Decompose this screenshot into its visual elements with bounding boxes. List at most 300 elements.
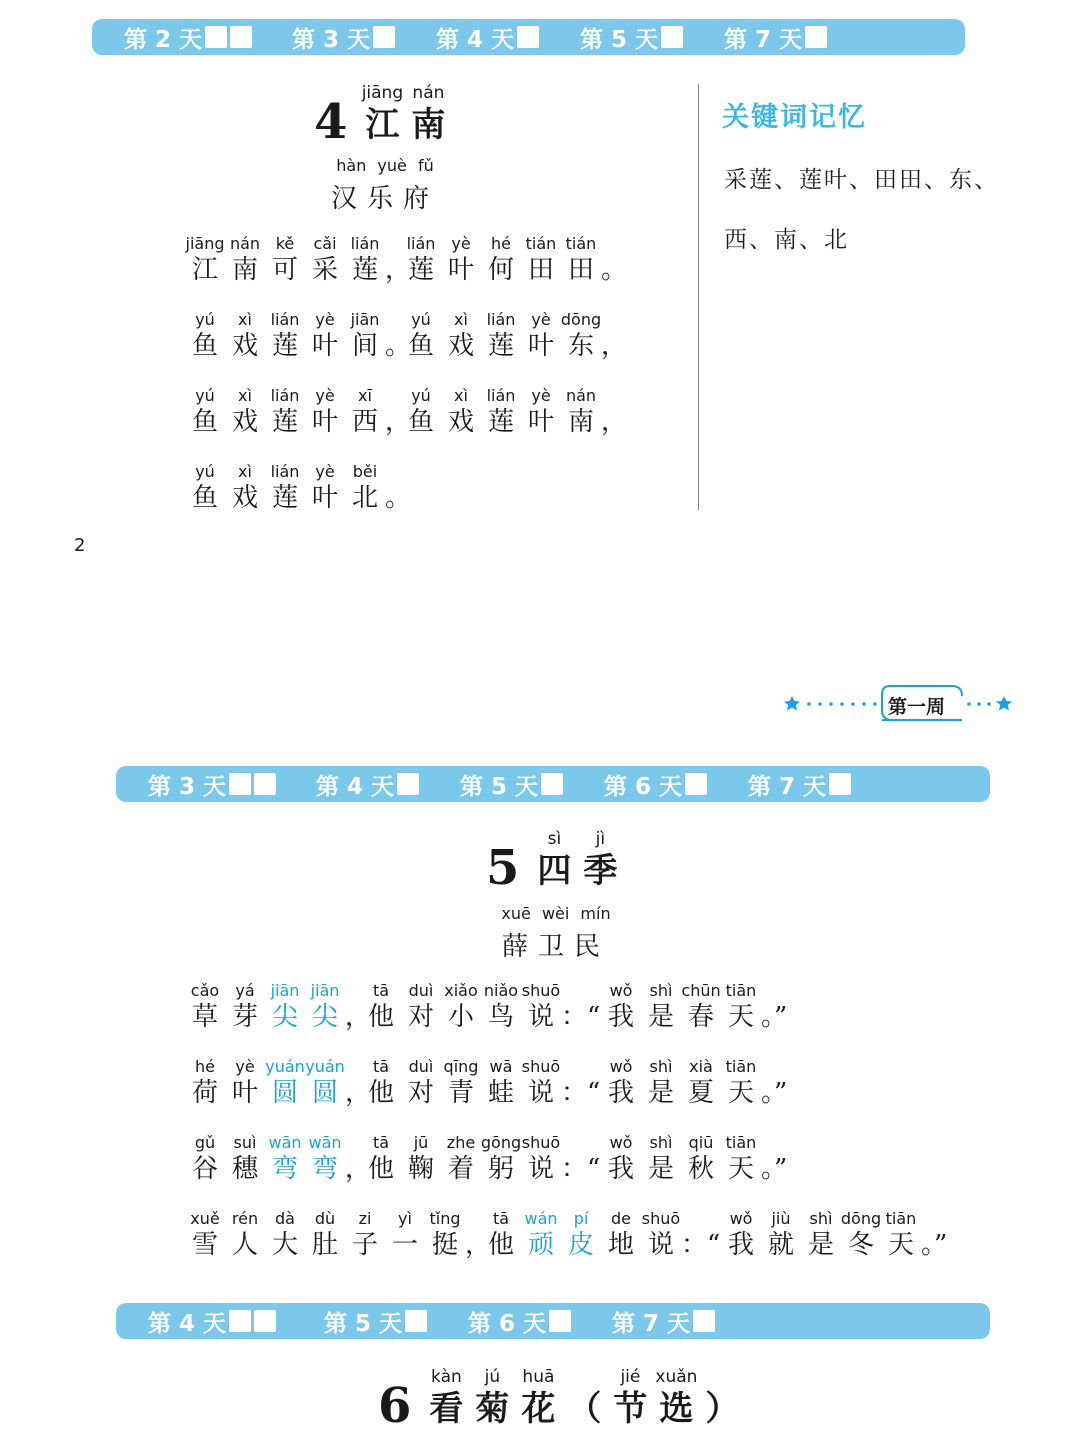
day-label: 第 7 天 <box>724 26 803 53</box>
lesson5-line <box>185 1209 947 1261</box>
pinyin: lián <box>406 234 436 253</box>
pinyin: tiān <box>725 1057 757 1076</box>
char <box>721 981 761 1033</box>
punctuation: 。” <box>761 1078 788 1108</box>
hanzi: 着 <box>447 1154 474 1184</box>
day-item[interactable] <box>436 19 539 55</box>
pinyin: tiān <box>725 1133 757 1152</box>
pinyin: jiāng <box>185 234 225 253</box>
pinyin: shì <box>649 1133 673 1152</box>
pinyin: qīng <box>443 1057 479 1076</box>
pinyin: cǎi <box>313 234 337 253</box>
day-item[interactable] <box>316 766 419 802</box>
char <box>441 1057 481 1109</box>
keywords-text: 采莲、莲叶、田田、东、西、南、北 <box>724 167 999 253</box>
pinyin: wǒ <box>609 1133 633 1152</box>
pinyin: rén <box>231 1209 259 1228</box>
title-char: jiāng 江 <box>361 83 404 145</box>
day-item[interactable] <box>580 19 683 55</box>
char <box>345 462 385 514</box>
pinyin: xì <box>238 310 252 329</box>
punctuation: 。” <box>921 1230 948 1260</box>
checkbox[interactable] <box>549 1310 571 1332</box>
char <box>801 1209 841 1261</box>
checkbox[interactable] <box>230 26 252 48</box>
char <box>561 386 601 438</box>
hanzi: 尖 <box>311 1002 338 1032</box>
hanzi: 大 <box>271 1230 298 1260</box>
char <box>225 1133 265 1185</box>
pinyin: wǒ <box>609 1057 633 1076</box>
day-item[interactable] <box>604 766 707 802</box>
pinyin: xià <box>689 1057 713 1076</box>
day-item[interactable] <box>324 1303 427 1339</box>
pinyin: tiān <box>885 1209 917 1228</box>
char <box>401 234 441 286</box>
author-name: 汉乐府 <box>330 184 439 214</box>
hanzi: 鱼 <box>191 407 218 437</box>
char <box>345 234 385 286</box>
highlighted-char <box>265 1133 305 1185</box>
checkbox[interactable] <box>805 26 827 48</box>
char <box>185 1209 225 1261</box>
lesson5-author <box>496 904 616 963</box>
punctuation: ， <box>465 1230 492 1260</box>
hanzi: 子 <box>351 1230 378 1260</box>
pinyin: de <box>611 1209 631 1228</box>
hanzi: 青 <box>447 1078 474 1108</box>
title-char: sì 四 <box>537 829 572 891</box>
day-label: 第 5 天 <box>324 1310 403 1337</box>
page-number: 2 <box>74 535 86 556</box>
pinyin: tā <box>372 1133 390 1152</box>
pinyin: yuán <box>305 1057 345 1076</box>
hanzi: 鸟 <box>487 1002 514 1032</box>
pinyin: tiān <box>725 981 757 1000</box>
punctuation: ， <box>385 407 412 437</box>
char <box>425 1209 465 1261</box>
char <box>441 981 481 1033</box>
pinyin: lián <box>486 386 516 405</box>
punctuation: 。 <box>601 255 628 285</box>
pinyin: shuō <box>521 981 561 1000</box>
title-paren: ） <box>705 1389 740 1429</box>
char <box>521 386 561 438</box>
hanzi: 江 <box>191 255 218 285</box>
day-label: 第 4 天 <box>436 26 515 53</box>
checkbox[interactable] <box>405 1310 427 1332</box>
char <box>265 1209 305 1261</box>
week-label: 第一周 <box>888 696 946 718</box>
char <box>345 1209 385 1261</box>
pinyin: niǎo <box>483 981 519 1000</box>
char <box>521 310 561 362</box>
checkbox[interactable] <box>517 26 539 48</box>
pinyin: duì <box>408 981 434 1000</box>
pinyin: yá <box>235 981 255 1000</box>
hanzi: 冬 <box>847 1230 874 1260</box>
pinyin: jiù <box>771 1209 791 1228</box>
progress-bar-lesson4 <box>92 19 965 55</box>
char <box>641 1209 681 1261</box>
pinyin: xì <box>238 386 252 405</box>
hanzi: 戏 <box>231 407 258 437</box>
pinyin: xì <box>238 462 252 481</box>
pinyin: gōng <box>480 1133 522 1152</box>
char <box>225 234 265 286</box>
pinyin: yú <box>411 310 431 329</box>
char <box>265 462 305 514</box>
char <box>441 234 481 286</box>
pinyin: zhe <box>446 1133 476 1152</box>
hanzi: 天 <box>887 1230 914 1260</box>
hanzi: 我 <box>607 1154 634 1184</box>
pinyin: yuán <box>265 1057 305 1076</box>
hanzi: 他 <box>367 1154 394 1184</box>
pinyin: jiān <box>350 310 380 329</box>
hanzi: 天 <box>727 1154 754 1184</box>
char <box>641 1057 681 1109</box>
hanzi: 鱼 <box>191 483 218 513</box>
char <box>641 1133 681 1185</box>
hanzi: 人 <box>231 1230 258 1260</box>
pinyin: qiū <box>688 1133 714 1152</box>
hanzi: 南 <box>567 407 594 437</box>
hanzi: 戏 <box>447 407 474 437</box>
pinyin: gǔ <box>194 1133 216 1152</box>
pinyin: hé <box>491 234 511 253</box>
punctuation: ， <box>601 331 628 361</box>
char <box>225 386 265 438</box>
char <box>561 310 601 362</box>
day-item[interactable] <box>612 1303 715 1339</box>
title-char: jú 菊 <box>475 1367 510 1429</box>
pinyin: dōng <box>840 1209 882 1228</box>
punctuation: ：“ <box>681 1230 721 1260</box>
char <box>345 310 385 362</box>
hanzi: 穗 <box>231 1154 258 1184</box>
pinyin: xuě <box>190 1209 220 1228</box>
char <box>601 981 641 1033</box>
day-item[interactable] <box>292 19 395 55</box>
pinyin: yè <box>315 310 335 329</box>
char <box>681 981 721 1033</box>
day-item[interactable] <box>148 1303 276 1339</box>
pinyin: wǒ <box>609 981 633 1000</box>
hanzi: 采 <box>311 255 338 285</box>
day-item[interactable] <box>124 19 252 55</box>
day-label: 第 7 天 <box>748 773 827 800</box>
punctuation: ：“ <box>561 1154 601 1184</box>
day-label: 第 6 天 <box>468 1310 547 1337</box>
hanzi: 谷 <box>191 1154 218 1184</box>
char <box>185 386 225 438</box>
hanzi: 说 <box>527 1078 554 1108</box>
pinyin: xī <box>358 386 372 405</box>
hanzi: 叶 <box>311 407 338 437</box>
hanzi: 地 <box>607 1230 634 1260</box>
checkbox[interactable] <box>254 773 276 795</box>
punctuation: ：“ <box>561 1002 601 1032</box>
hanzi: 圆 <box>271 1078 298 1108</box>
checkbox[interactable] <box>541 773 563 795</box>
highlighted-char <box>305 1057 345 1109</box>
hanzi: 莲 <box>407 255 434 285</box>
char <box>841 1209 881 1261</box>
hanzi: 鱼 <box>191 331 218 361</box>
pinyin: wǒ <box>729 1209 753 1228</box>
hanzi: 天 <box>727 1078 754 1108</box>
char <box>481 1133 521 1185</box>
pinyin: shuō <box>521 1133 561 1152</box>
hanzi: 戏 <box>231 483 258 513</box>
char <box>305 234 345 286</box>
char <box>401 1057 441 1109</box>
char <box>761 1209 801 1261</box>
hanzi: 顽 <box>527 1230 554 1260</box>
author-name: 薛卫民 <box>501 932 610 962</box>
char <box>601 1057 641 1109</box>
star-icon <box>784 696 800 711</box>
checkbox[interactable] <box>254 1310 276 1332</box>
lesson4-line <box>185 310 628 362</box>
hanzi: 他 <box>367 1078 394 1108</box>
char <box>441 1133 481 1185</box>
char <box>185 462 225 514</box>
pinyin: cǎo <box>190 981 220 1000</box>
pinyin: yú <box>195 386 215 405</box>
char <box>401 310 441 362</box>
checkbox[interactable] <box>205 26 227 48</box>
star-icon <box>996 696 1012 711</box>
punctuation: ， <box>345 1154 372 1184</box>
pinyin: yú <box>195 310 215 329</box>
pinyin: tā <box>492 1209 510 1228</box>
char <box>361 1057 401 1109</box>
hanzi: 对 <box>407 1002 434 1032</box>
hanzi: 西 <box>351 407 378 437</box>
lesson4-line <box>185 462 412 514</box>
hanzi: 可 <box>271 255 298 285</box>
hanzi: 躬 <box>487 1154 514 1184</box>
divider <box>698 84 699 510</box>
pinyin: nán <box>229 234 261 253</box>
pinyin: tā <box>372 1057 390 1076</box>
pinyin: lián <box>270 310 300 329</box>
hanzi: 就 <box>767 1230 794 1260</box>
punctuation: 。” <box>761 1002 788 1032</box>
char <box>305 462 345 514</box>
hanzi: 他 <box>367 1002 394 1032</box>
pinyin: duì <box>408 1057 434 1076</box>
pinyin: kě <box>275 234 295 253</box>
char <box>185 234 225 286</box>
char <box>441 310 481 362</box>
checkbox[interactable] <box>829 773 851 795</box>
highlighted-char <box>561 1209 601 1261</box>
pinyin: shì <box>649 1057 673 1076</box>
pinyin: tā <box>372 981 390 1000</box>
pinyin: lián <box>350 234 380 253</box>
pinyin: yè <box>451 234 471 253</box>
hanzi: 莲 <box>271 407 298 437</box>
pinyin: tián <box>525 234 557 253</box>
progress-bar-lesson5 <box>116 766 990 802</box>
day-item[interactable] <box>724 19 827 55</box>
lesson6-title <box>378 1366 745 1434</box>
hanzi: 春 <box>687 1002 714 1032</box>
title-char: kàn 看 <box>429 1367 464 1429</box>
char <box>305 310 345 362</box>
hanzi: 叶 <box>311 483 338 513</box>
pinyin: wān <box>308 1133 342 1152</box>
pinyin: shuō <box>641 1209 681 1228</box>
pinyin: shuō <box>521 1057 561 1076</box>
pinyin: běi <box>352 462 378 481</box>
hanzi: 肚 <box>311 1230 338 1260</box>
pinyin: yè <box>315 462 335 481</box>
punctuation: 。” <box>761 1154 788 1184</box>
hanzi: 叶 <box>311 331 338 361</box>
pinyin: wā <box>489 1057 513 1076</box>
progress-bar-lesson6 <box>116 1303 990 1339</box>
hanzi: 田 <box>567 255 594 285</box>
pinyin: shì <box>809 1209 833 1228</box>
pinyin: suì <box>233 1133 257 1152</box>
lesson4-title <box>314 82 451 150</box>
char <box>721 1209 761 1261</box>
hanzi: 说 <box>647 1230 674 1260</box>
highlighted-char <box>305 981 345 1033</box>
pinyin: xì <box>454 386 468 405</box>
char <box>481 310 521 362</box>
hanzi: 皮 <box>567 1230 594 1260</box>
hanzi: 叶 <box>447 255 474 285</box>
day-label: 第 3 天 <box>148 773 227 800</box>
day-item[interactable] <box>748 766 851 802</box>
hanzi: 叶 <box>231 1078 258 1108</box>
hanzi: 何 <box>487 255 514 285</box>
char <box>521 1133 561 1185</box>
hanzi: 莲 <box>351 255 378 285</box>
hanzi: 是 <box>647 1154 674 1184</box>
day-label: 第 5 天 <box>580 26 659 53</box>
hanzi: 间 <box>351 331 378 361</box>
hanzi: 南 <box>231 255 258 285</box>
hanzi: 他 <box>487 1230 514 1260</box>
title-char: jì 季 <box>583 829 618 891</box>
hanzi: 是 <box>647 1078 674 1108</box>
day-label: 第 4 天 <box>316 773 395 800</box>
char <box>721 1133 761 1185</box>
hanzi: 对 <box>407 1078 434 1108</box>
hanzi: 夏 <box>687 1078 714 1108</box>
char <box>225 981 265 1033</box>
title-char: xuǎn 选 <box>655 1367 698 1429</box>
highlighted-char <box>521 1209 561 1261</box>
pinyin: yè <box>235 1057 255 1076</box>
day-label: 第 4 天 <box>148 1310 227 1337</box>
char <box>641 981 681 1033</box>
char <box>225 310 265 362</box>
pinyin: pí <box>573 1209 589 1228</box>
day-item[interactable] <box>460 766 563 802</box>
lesson-number: 6 <box>378 1378 412 1434</box>
char <box>185 1133 225 1185</box>
hanzi: 北 <box>351 483 378 513</box>
pinyin: yú <box>411 386 431 405</box>
char <box>265 234 305 286</box>
day-item[interactable] <box>468 1303 571 1339</box>
char <box>521 981 561 1033</box>
punctuation: ， <box>345 1002 372 1032</box>
highlighted-char <box>305 1133 345 1185</box>
pinyin: lián <box>486 310 516 329</box>
hanzi: 蛙 <box>487 1078 514 1108</box>
char <box>481 234 521 286</box>
hanzi: 秋 <box>687 1154 714 1184</box>
checkbox[interactable] <box>229 1310 251 1332</box>
lesson5-title <box>486 828 623 896</box>
day-label: 第 2 天 <box>124 26 203 53</box>
char <box>601 1209 641 1261</box>
hanzi: 芽 <box>231 1002 258 1032</box>
hanzi: 叶 <box>527 331 554 361</box>
char <box>361 981 401 1033</box>
lesson5-line <box>185 1133 787 1185</box>
char <box>225 462 265 514</box>
pinyin: nán <box>565 386 597 405</box>
pinyin: tǐng <box>429 1209 461 1228</box>
checkbox[interactable] <box>693 1310 715 1332</box>
hanzi: 小 <box>447 1002 474 1032</box>
checkbox[interactable] <box>229 773 251 795</box>
checkbox[interactable] <box>661 26 683 48</box>
author-pinyin: hàn yuè fǔ <box>336 156 434 175</box>
hanzi: 莲 <box>487 331 514 361</box>
pinyin: dà <box>275 1209 295 1228</box>
keywords-title: 关键词记忆 <box>722 102 867 133</box>
char <box>265 386 305 438</box>
punctuation: ， <box>385 255 412 285</box>
pinyin: jū <box>413 1133 429 1152</box>
hanzi: 鱼 <box>407 331 434 361</box>
pinyin: yì <box>398 1209 412 1228</box>
pinyin: lián <box>270 386 300 405</box>
hanzi: 荷 <box>191 1078 218 1108</box>
char <box>345 386 385 438</box>
pinyin: tián <box>565 234 597 253</box>
char <box>481 1057 521 1109</box>
checkbox[interactable] <box>685 773 707 795</box>
day-label: 第 3 天 <box>292 26 371 53</box>
hanzi: 鱼 <box>407 407 434 437</box>
checkbox[interactable] <box>373 26 395 48</box>
pinyin: zi <box>358 1209 372 1228</box>
checkbox[interactable] <box>397 773 419 795</box>
lesson5-line <box>185 981 787 1033</box>
pinyin: hé <box>195 1057 215 1076</box>
highlighted-char <box>265 1057 305 1109</box>
day-item[interactable] <box>148 766 276 802</box>
pinyin: lián <box>270 462 300 481</box>
char <box>481 981 521 1033</box>
char <box>385 1209 425 1261</box>
char <box>481 386 521 438</box>
day-label: 第 5 天 <box>460 773 539 800</box>
pinyin: dù <box>314 1209 336 1228</box>
char <box>225 1057 265 1109</box>
